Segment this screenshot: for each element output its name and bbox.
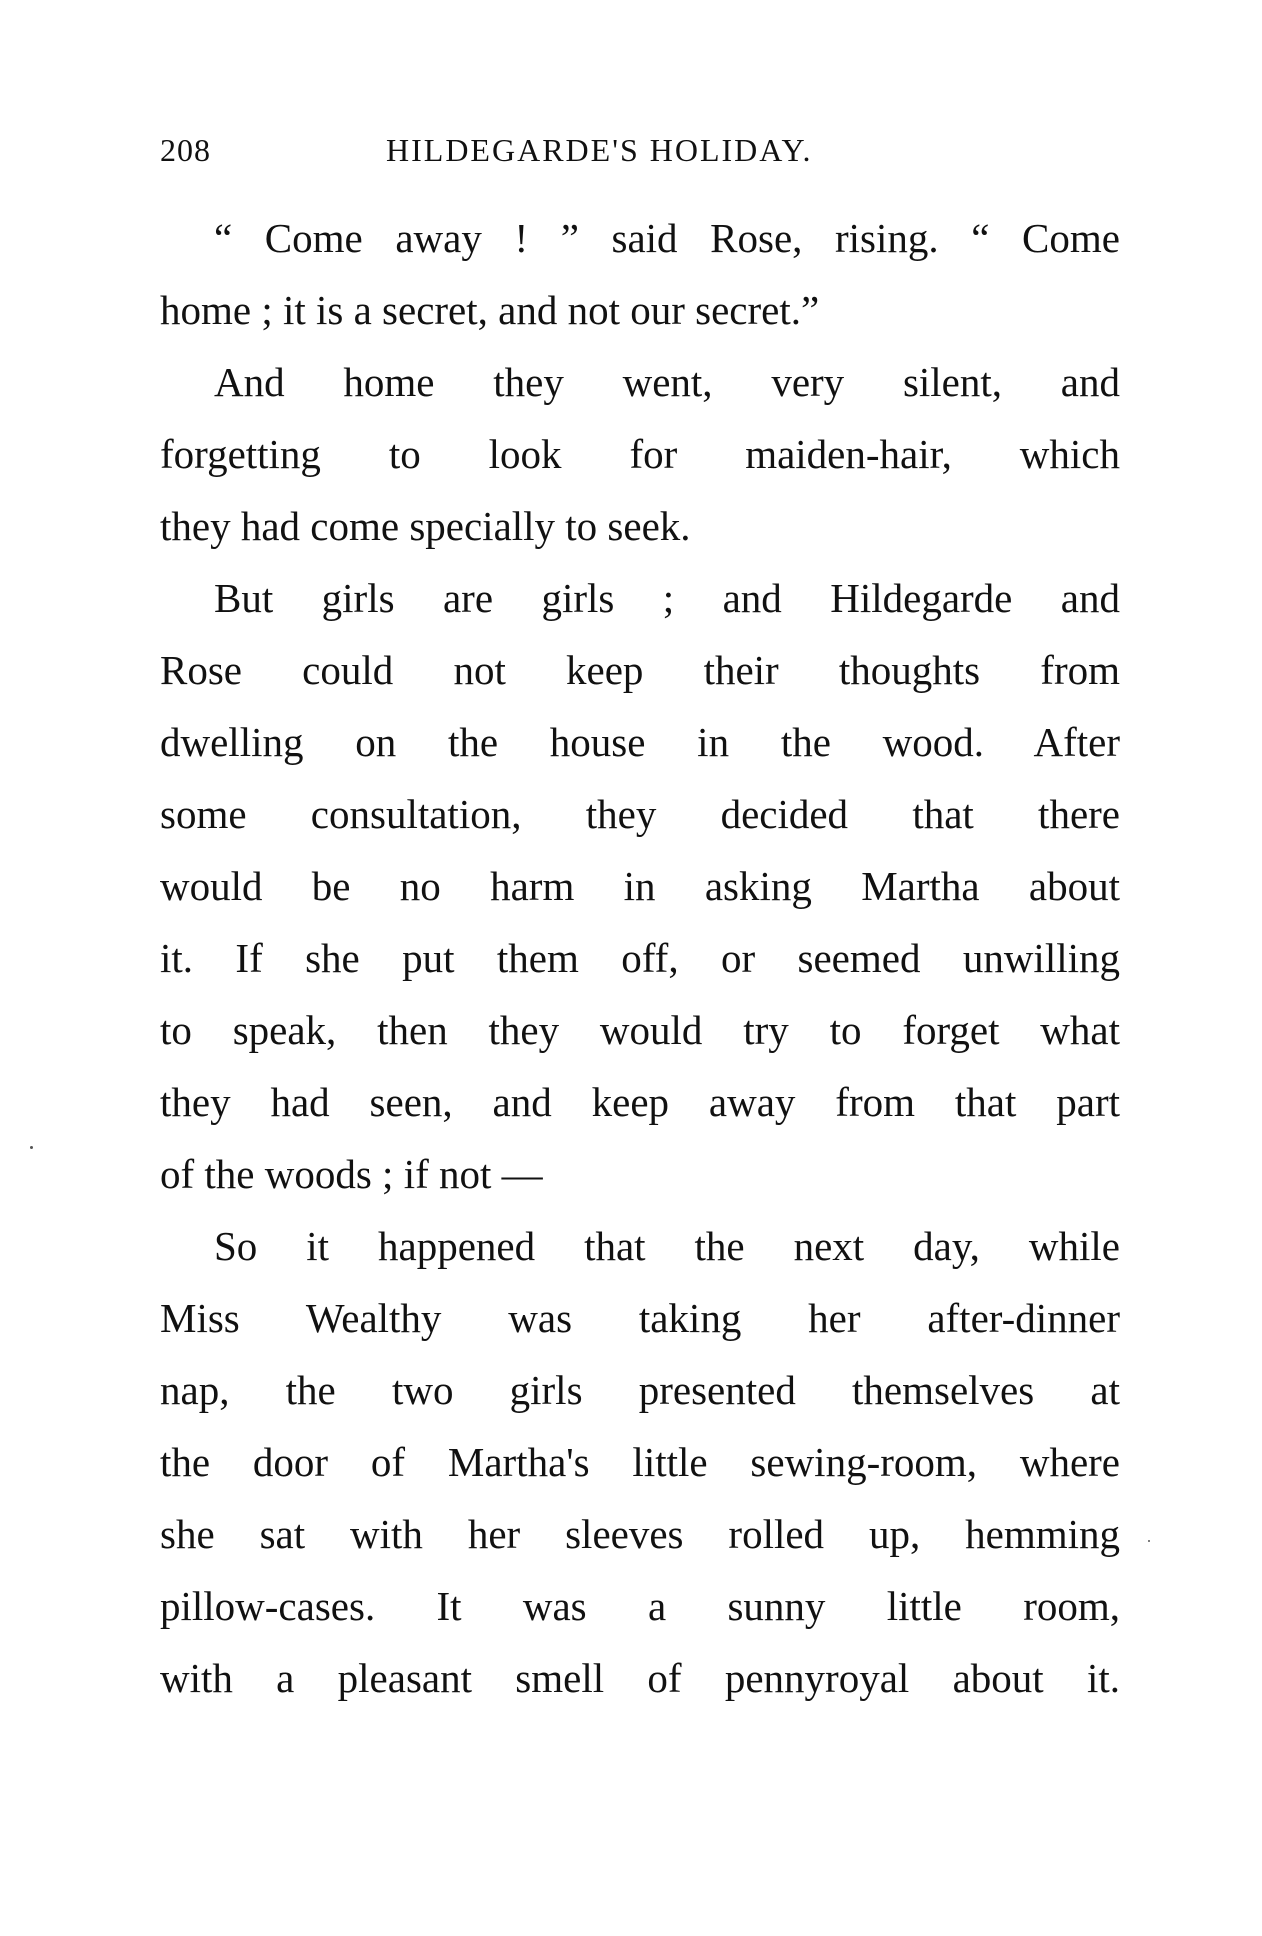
text-line: they had seen, and keep away from that part [160,1079,1120,1125]
text-line: forgetting to look for maiden-hair, which [160,431,1120,477]
text-line: with a pleasant smell of pennyroyal about it. [160,1655,1120,1701]
text-line: So it happened that the next day, while [214,1223,1120,1269]
page-number: 208 [160,132,211,168]
text-line: of the woods ; if not — [160,1151,543,1197]
text-line: nap, the two girls presented themselves at [160,1367,1120,1413]
text-line: “ Come away ! ” said Rose, rising. “ Come [214,215,1120,261]
text-line: pillow-cases. It was a sunny little room, [160,1583,1120,1629]
text-line: would be no harm in asking Martha about [160,863,1120,909]
running-head [160,132,1120,172]
paper-speck [30,1146,33,1149]
text-line: dwelling on the house in the wood. After [160,719,1120,765]
text-line: Rose could not keep their thoughts from [160,647,1120,693]
paper-speck [1148,1540,1150,1542]
text-line: she sat with her sleeves rolled up, hemming [160,1511,1120,1557]
body-text [160,202,1120,1714]
text-line: home ; it is a secret, and not our secret.” [160,287,820,333]
text-line: they had come specially to seek. [160,503,691,549]
text-line: to speak, then they would try to forget what [160,1007,1120,1053]
text-line: some consultation, they decided that there [160,791,1120,837]
running-title: HILDEGARDE'S HOLIDAY. [386,132,813,168]
text-line: But girls are girls ; and Hildegarde and [214,575,1120,621]
text-line: it. If she put them off, or seemed unwilling [160,935,1120,981]
text-line: Miss Wealthy was taking her after-dinner [160,1295,1120,1341]
text-line: And home they went, very silent, and [214,359,1120,405]
text-line: the door of Martha's little sewing-room, where [160,1439,1120,1485]
